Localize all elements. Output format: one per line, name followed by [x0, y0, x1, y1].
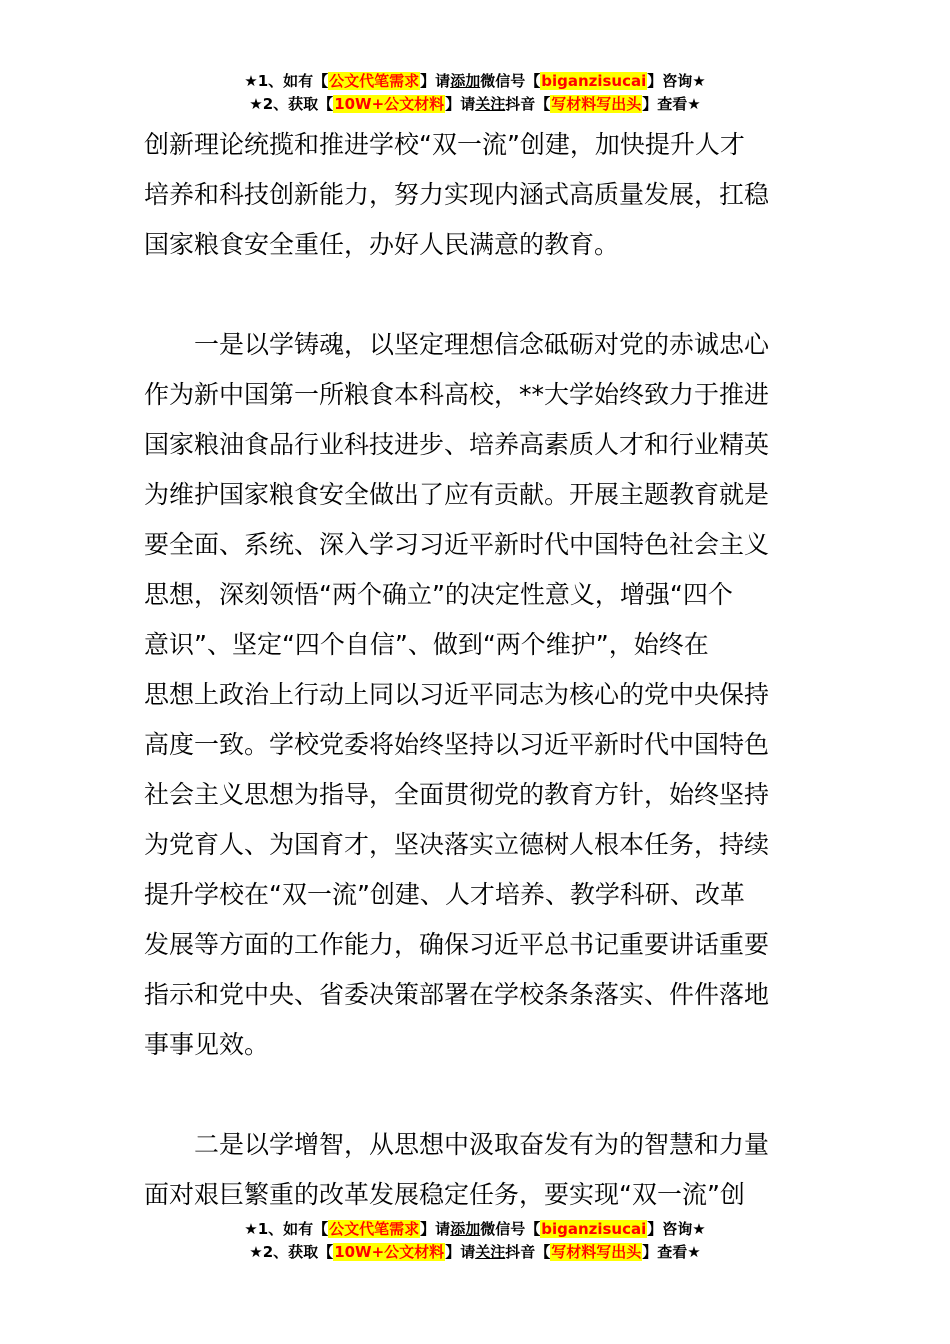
paragraph-point-two: [144, 1120, 806, 1220]
text-line: 创新理论统揽和推进学校“双一流”创建，加快提升人才: [144, 130, 745, 159]
text-line: 要全面、系统、深入学习习近平新时代中国特色社会主义: [144, 530, 770, 559]
promo-text: 】请: [445, 1243, 476, 1261]
paragraph-gap: [144, 1070, 806, 1120]
promo-wechat-id: biganzisucai: [541, 72, 647, 90]
paragraph-point-one: [144, 320, 806, 1070]
document-body: [144, 120, 806, 1220]
promo-text: 微信号【: [480, 72, 541, 90]
promo-text: 抖音【: [505, 1243, 551, 1261]
text-line: 二是以学增智，从思想中汲取奋发有为的智慧和力量: [194, 1130, 770, 1159]
text-line: 提升学校在“双一流”创建、人才培养、教学科研、改革: [144, 880, 745, 909]
promo-text: 】咨询★: [647, 1220, 706, 1238]
text-line: 指示和党中央、省委决策部署在学校条条落实、件件落地: [144, 980, 770, 1009]
text-line: 面对艰巨繁重的改革发展稳定任务，要实现“双一流”创: [144, 1180, 745, 1209]
promo-text: 】请: [420, 1220, 451, 1238]
promo-highlight: 公文代笔需求: [329, 1220, 420, 1238]
promo-douyin-account: 写材料写出头: [551, 95, 642, 113]
promo-underlined-text: 关注: [475, 1243, 506, 1261]
header-promo-banner: [0, 70, 950, 116]
footer-promo-line-1: [0, 1218, 950, 1241]
text-line: 作为新中国第一所粮食本科高校，**大学始终致力于推进: [144, 380, 770, 409]
text-line: 思想，深刻领悟“两个确立”的决定性意义，增强“四个: [144, 580, 733, 609]
text-line: 事事见效。: [144, 1030, 270, 1059]
text-line: 为维护国家粮食安全做出了应有贡献。开展主题教育就是: [144, 480, 770, 509]
promo-text: ★2、获取【: [249, 1243, 334, 1261]
promo-underlined-text: 添加: [450, 72, 481, 90]
promo-douyin-account: 写材料写出头: [551, 1243, 642, 1261]
text-line: 社会主义思想为指导，全面贯彻党的教育方针，始终坚持: [144, 780, 770, 809]
footer-promo-line-2: [0, 1241, 950, 1264]
promo-text: ★1、如有【: [244, 1220, 329, 1238]
promo-text: 】查看★: [642, 1243, 701, 1261]
text-line: 为党育人、为国育才，坚决落实立德树人根本任务，持续: [144, 830, 770, 859]
text-line: 国家粮油食品行业科技进步、培养高素质人才和行业精英: [144, 430, 770, 459]
text-line: 培养和科技创新能力，努力实现内涵式高质量发展，扛稳: [144, 180, 770, 209]
text-line: 高度一致。学校党委将始终坚持以习近平新时代中国特色: [144, 730, 770, 759]
promo-text: 】咨询★: [647, 72, 706, 90]
promo-text: 微信号【: [480, 1220, 541, 1238]
promo-wechat-id: biganzisucai: [541, 1220, 647, 1238]
text-line: 意识”、坚定“四个自信”、做到“两个维护”，始终在: [144, 630, 709, 659]
promo-text: 】查看★: [642, 95, 701, 113]
paragraph-gap: [144, 270, 806, 320]
text-line: 国家粮食安全重任，办好人民满意的教育。: [144, 230, 620, 259]
footer-promo-banner: [0, 1218, 950, 1264]
promo-text: 】请: [420, 72, 451, 90]
paragraph-continuation: [144, 120, 806, 270]
promo-highlight: 10W+公文材料: [334, 95, 445, 113]
promo-underlined-text: 添加: [450, 1220, 481, 1238]
header-promo-line-1: [0, 70, 950, 93]
promo-text: ★1、如有【: [244, 72, 329, 90]
text-line: 一是以学铸魂，以坚定理想信念砥砺对党的赤诚忠心: [194, 330, 770, 359]
promo-highlight: 10W+公文材料: [334, 1243, 445, 1261]
promo-text: ★2、获取【: [249, 95, 334, 113]
promo-text: 抖音【: [505, 95, 551, 113]
text-line: 思想上政治上行动上同以习近平同志为核心的党中央保持: [144, 680, 770, 709]
header-promo-line-2: [0, 93, 950, 116]
promo-underlined-text: 关注: [475, 95, 506, 113]
promo-highlight: 公文代笔需求: [329, 72, 420, 90]
promo-text: 】请: [445, 95, 476, 113]
text-line: 发展等方面的工作能力，确保习近平总书记重要讲话重要: [144, 930, 770, 959]
